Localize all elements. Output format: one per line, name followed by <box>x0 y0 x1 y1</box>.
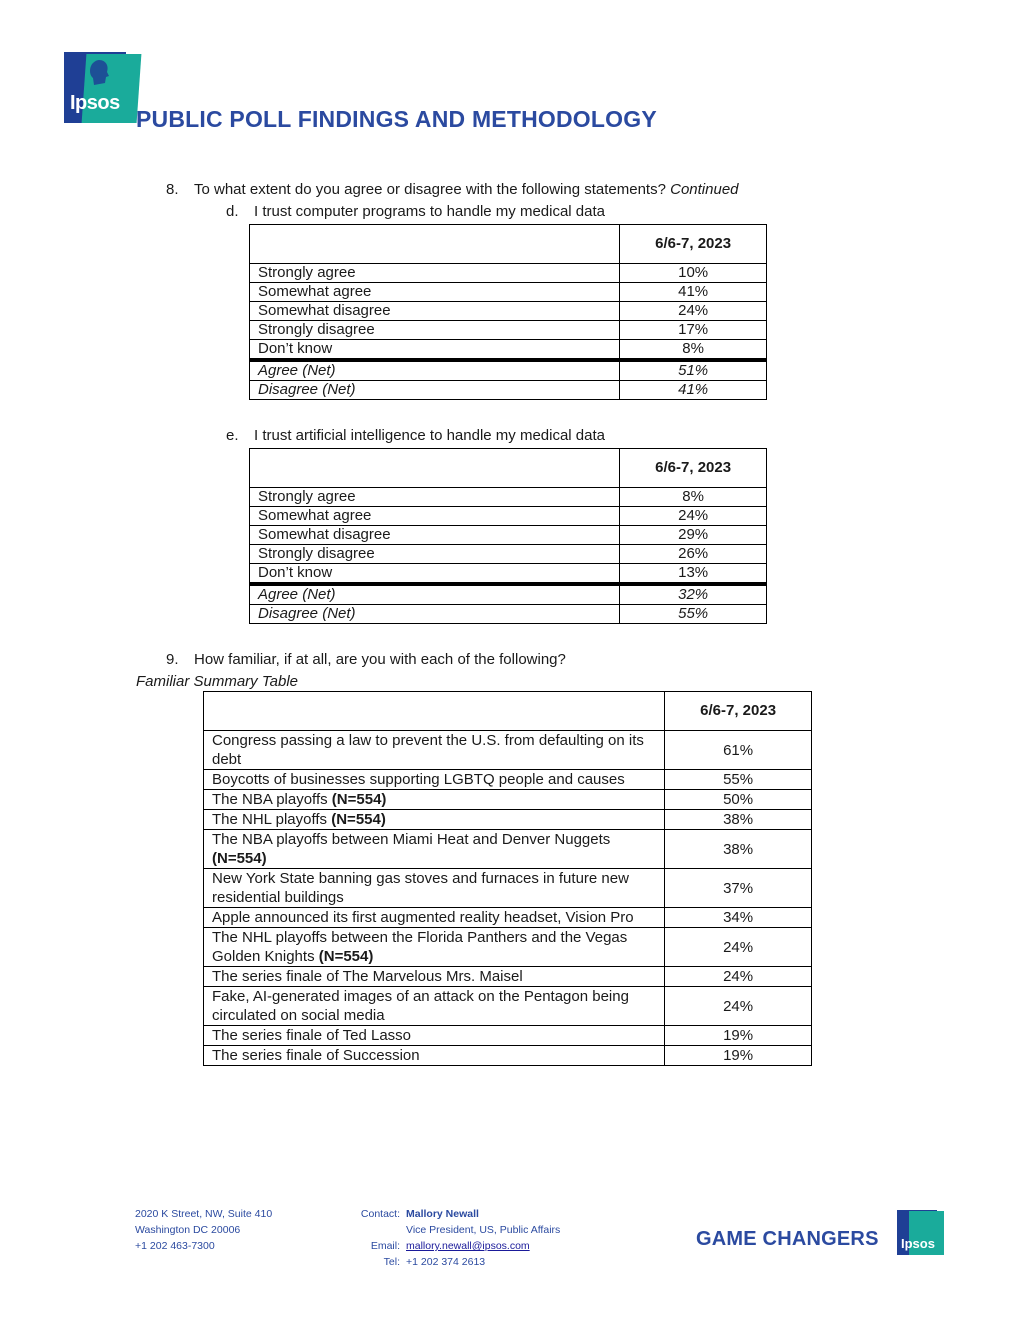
net-value: 55% <box>620 605 767 624</box>
table-row <box>250 340 767 361</box>
item-text: The series finale of Succession <box>212 1047 420 1064</box>
response-value: 17% <box>620 321 767 340</box>
item-label <box>204 770 665 790</box>
email-link[interactable]: mallory.newall@ipsos.com <box>406 1240 530 1252</box>
item-label <box>204 967 665 987</box>
net-label: Agree (Net) <box>250 584 620 605</box>
item-text: The series finale of The Marvelous Mrs. Maisel <box>212 968 523 985</box>
address-line-2: Washington DC 20006 <box>135 1224 241 1236</box>
ipsos-logo <box>64 52 139 123</box>
response-label: Strongly agree <box>250 264 620 283</box>
sample-size-note: (N=554) <box>331 791 387 808</box>
date-header: 6/6-7, 2023 <box>665 692 812 731</box>
page-title: PUBLIC POLL FINDINGS AND METHODOLOGY <box>136 106 657 132</box>
tel-label: Tel: <box>383 1256 400 1268</box>
response-label: Somewhat agree <box>250 507 620 526</box>
item-label <box>204 1026 665 1046</box>
response-value: 24% <box>620 302 767 321</box>
response-value: 8% <box>620 340 767 361</box>
item-text: The NHL playoffs <box>212 811 332 828</box>
header-row <box>250 225 767 264</box>
results-table-e <box>249 448 767 624</box>
item-value: 19% <box>665 1046 812 1066</box>
net-value: 51% <box>620 360 767 381</box>
response-value: 8% <box>620 488 767 507</box>
continued-label: Continued <box>670 181 739 198</box>
table-row <box>250 302 767 321</box>
header-row <box>250 449 767 488</box>
response-label: Strongly agree <box>250 488 620 507</box>
item-label <box>204 987 665 1026</box>
header-row <box>204 692 812 731</box>
item-text: Fake, AI-generated images of an attack on the Pentagon being circulated on social media <box>212 988 629 1024</box>
subquestion-text: I trust computer programs to handle my medical data <box>254 203 605 220</box>
footer-address <box>135 1206 272 1254</box>
net-label: Agree (Net) <box>250 360 620 381</box>
date-header: 6/6-7, 2023 <box>620 225 767 264</box>
tagline: GAME CHANGERS <box>696 1228 879 1250</box>
footer-ipsos-logo <box>897 1210 944 1255</box>
response-value: 41% <box>620 283 767 302</box>
item-value: 34% <box>665 908 812 928</box>
table-row <box>204 908 812 928</box>
net-row <box>250 605 767 624</box>
net-row <box>250 584 767 605</box>
item-label <box>204 790 665 810</box>
subquestion-letter: e. <box>226 427 239 444</box>
response-label: Don’t know <box>250 340 620 361</box>
table-row <box>204 987 812 1026</box>
table-row <box>204 967 812 987</box>
table-row <box>204 869 812 908</box>
head-silhouette-icon <box>86 58 112 88</box>
question-9 <box>166 651 566 668</box>
question-number: 9. <box>166 651 179 668</box>
logo-text: Ipsos <box>70 92 120 114</box>
net-label: Disagree (Net) <box>250 381 620 400</box>
response-value: 24% <box>620 507 767 526</box>
item-text: The NHL playoffs between the Florida Panthers and the Vegas Golden Knights <box>212 929 628 965</box>
question-text: To what extent do you agree or disagree with the following statements? <box>194 181 666 198</box>
sample-size-note: (N=554) <box>212 850 267 867</box>
item-label <box>204 830 665 869</box>
net-row <box>250 381 767 400</box>
question-number: 8. <box>166 181 179 198</box>
address-line-1: 2020 K Street, NW, Suite 410 <box>135 1208 273 1220</box>
item-value: 24% <box>665 928 812 967</box>
item-label <box>204 731 665 770</box>
item-label <box>204 1046 665 1066</box>
table-row <box>204 1026 812 1046</box>
table-row <box>204 770 812 790</box>
table-row <box>250 321 767 340</box>
response-label: Strongly disagree <box>250 321 620 340</box>
contact-title: Vice President, US, Public Affairs <box>406 1224 561 1236</box>
item-label <box>204 810 665 830</box>
email-label: Email: <box>370 1240 400 1252</box>
item-text: New York State banning gas stoves and furnaces in future new residential buildings <box>212 870 629 906</box>
familiar-summary-table <box>203 691 812 1066</box>
net-value: 41% <box>620 381 767 400</box>
sample-size-note: (N=554) <box>331 811 386 828</box>
table-row <box>250 564 767 585</box>
subquestion-d <box>226 203 605 220</box>
table-row <box>250 507 767 526</box>
item-text: The NBA playoffs <box>212 791 332 808</box>
table-row <box>250 283 767 302</box>
table-caption: Familiar Summary Table <box>136 673 298 690</box>
contact-name: Mallory Newall <box>406 1208 479 1220</box>
table-row <box>250 545 767 564</box>
subquestion-letter: d. <box>226 203 239 220</box>
item-value: 37% <box>665 869 812 908</box>
tel-number: +1 202 374 2613 <box>406 1256 486 1268</box>
net-row <box>250 360 767 381</box>
item-value: 19% <box>665 1026 812 1046</box>
item-text: Apple announced its first augmented reality headset, Vision Pro <box>212 909 634 926</box>
response-label: Somewhat disagree <box>250 526 620 545</box>
table-row <box>204 731 812 770</box>
item-value: 38% <box>665 830 812 869</box>
question-text: How familiar, if at all, are you with each of the following? <box>194 651 566 668</box>
response-label: Somewhat agree <box>250 283 620 302</box>
item-label <box>204 908 665 928</box>
item-value: 24% <box>665 967 812 987</box>
question-8 <box>166 181 739 198</box>
item-value: 24% <box>665 987 812 1026</box>
item-label <box>204 869 665 908</box>
item-value: 50% <box>665 790 812 810</box>
header-blank-cell <box>250 225 620 264</box>
table-row <box>204 790 812 810</box>
item-value: 61% <box>665 731 812 770</box>
date-header: 6/6-7, 2023 <box>620 449 767 488</box>
footer-contact <box>340 1206 600 1270</box>
contact-label: Contact: <box>360 1208 400 1220</box>
item-text: Congress passing a law to prevent the U.S. from defaulting on its debt <box>212 732 644 768</box>
header-blank-cell <box>204 692 665 731</box>
subquestion-text: I trust artificial intelligence to handle my medical data <box>254 427 606 444</box>
sample-size-note: (N=554) <box>318 948 374 965</box>
item-label <box>204 928 665 967</box>
response-label: Don’t know <box>250 564 620 585</box>
table-row <box>204 810 812 830</box>
table-row <box>204 830 812 869</box>
results-table-d <box>249 224 767 400</box>
response-value: 10% <box>620 264 767 283</box>
table-row <box>250 488 767 507</box>
net-value: 32% <box>620 584 767 605</box>
address-phone: +1 202 463-7300 <box>135 1240 215 1252</box>
response-label: Somewhat disagree <box>250 302 620 321</box>
table-row <box>204 1046 812 1066</box>
response-label: Strongly disagree <box>250 545 620 564</box>
table-row <box>250 264 767 283</box>
item-value: 55% <box>665 770 812 790</box>
table-row <box>204 928 812 967</box>
item-text: Boycotts of businesses supporting LGBTQ people and causes <box>212 771 625 788</box>
net-label: Disagree (Net) <box>250 605 620 624</box>
item-value: 38% <box>665 810 812 830</box>
item-text: The series finale of Ted Lasso <box>212 1027 412 1044</box>
footer-logo-text: Ipsos <box>901 1236 935 1251</box>
header-blank-cell <box>250 449 620 488</box>
response-value: 26% <box>620 545 767 564</box>
item-text: The NBA playoffs between Miami Heat and Denver Nuggets <box>212 831 611 848</box>
response-value: 13% <box>620 564 767 585</box>
table-row <box>250 526 767 545</box>
subquestion-e <box>226 427 605 444</box>
response-value: 29% <box>620 526 767 545</box>
